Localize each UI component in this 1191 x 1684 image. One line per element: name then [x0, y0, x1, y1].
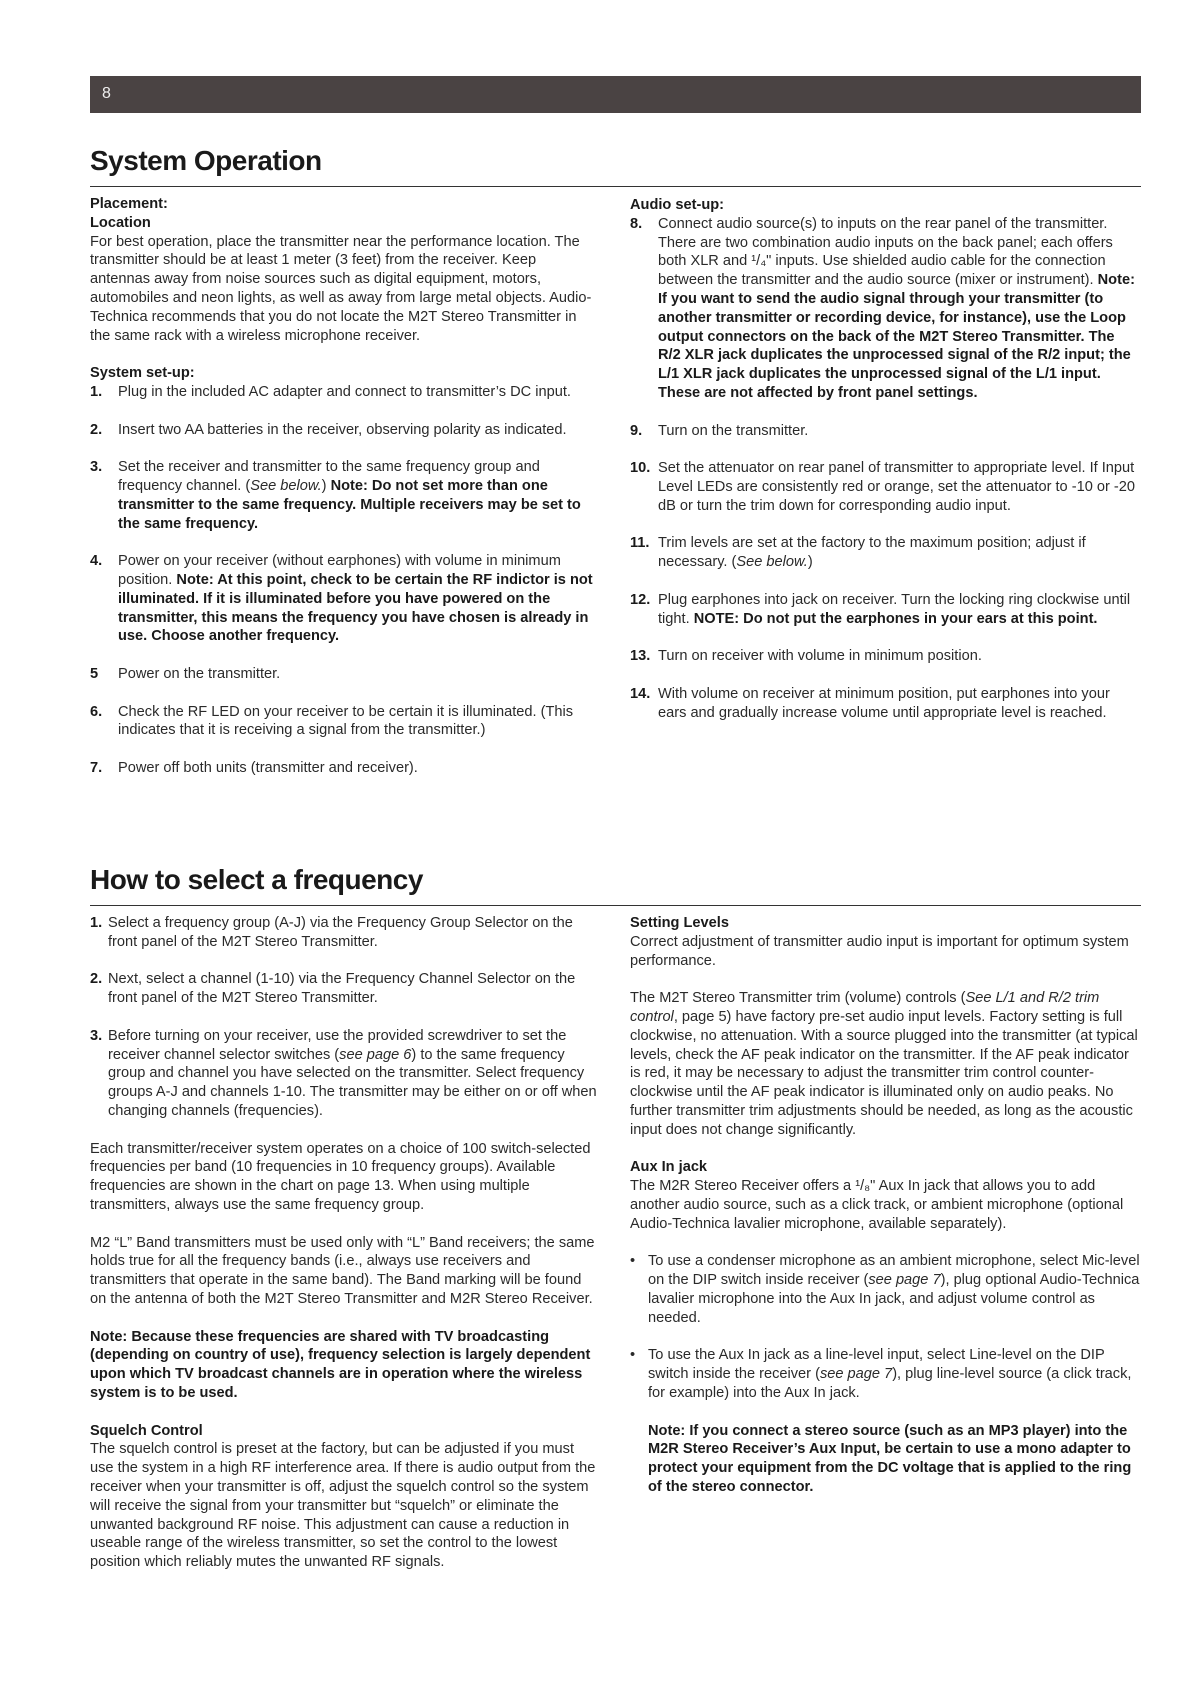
setting-levels-text-1: Correct adjustment of transmitter audio input is important for optimum system performance.: [630, 933, 1129, 969]
select-frequency-title: How to select a frequency: [90, 864, 423, 895]
system-operation-left-column: [90, 195, 598, 778]
audio-step-11: [630, 534, 1141, 572]
step-text: Set the receiver and transmitter to the same frequency group and frequency channel. (See below.) Note: Do not set more than one transmitter to the same frequency. Multiple receivers may be set to the same frequency.: [118, 459, 581, 532]
bullet-icon: •: [630, 1347, 636, 1364]
step-number: 7.: [90, 759, 103, 776]
step-number: 9.: [630, 422, 643, 439]
step-text: Before turning on your receiver, use the provided screwdriver to set the receiver channel selector switches (see page 6) to the same frequency group and channel you have selected on the transmitter. Select frequency groups A-J and channels 1-10. The transmitter may be either on or off when changing channels (frequencies).: [108, 1027, 597, 1119]
step-text: Check the RF LED on your receiver to be certain it is illuminated. (This indicates that it is receiving a signal from the transmitter.): [118, 703, 574, 739]
step-text: Set the attenuator on rear panel of transmitter to appropriate level. If Input Level LEDs are consistently red or orange, set the attenuator to -10 or -20 dB or turn the trim down for corresponding audio input.: [658, 460, 1135, 514]
audio-step-9: [630, 422, 1141, 441]
audio-step-12: [630, 591, 1141, 629]
step-number: 11.: [630, 535, 650, 552]
step-text: Next, select a channel (1-10) via the Frequency Channel Selector on the front panel of the M2T Stereo Transmitter.: [108, 971, 576, 1007]
frequency-step-3: [90, 1027, 598, 1121]
bullet-text: To use a condenser microphone as an ambient microphone, select Mic-level on the DIP switch inside receiver (see page 7), plug optional Audio-Technica lavalier microphone into the Aux In jack, and adjust volume control as needed.: [648, 1253, 1140, 1326]
audio-step-13: [630, 647, 1141, 666]
step-text: Plug in the included AC adapter and connect to transmitter’s DC input.: [118, 383, 571, 400]
audio-step-8: [630, 215, 1141, 403]
step-text: Power off both units (transmitter and receiver).: [118, 759, 418, 776]
step-text: Trim levels are set at the factory to the maximum position; adjust if necessary. (See below.): [658, 535, 1086, 571]
aux-in-text: The M2R Stereo Receiver offers a ¹/₈" Aux In jack that allows you to add another audio source, such as a click track, or ambient microphone (optional Audio-Technica lavalier microphone, available separately).: [630, 1178, 1124, 1232]
step-number: 2.: [90, 421, 103, 438]
aux-stereo-note: Note: If you connect a stereo source (such as an MP3 player) into the M2R Stereo Receiver’s Aux Input, be certain to use a mono adapter to protect your equipment from the DC voltage that is applied to the ring of the stereo connector.: [648, 1422, 1132, 1495]
bullet-icon: •: [630, 1253, 636, 1270]
audio-setup-heading: Audio set-up:: [630, 197, 725, 213]
frequency-paragraph-1: Each transmitter/receiver system operates on a choice of 100 switch-selected frequencies per band (10 frequencies in 10 frequency groups). Available frequencies are shown in the chart on page 13. When using multiple transmitters, always use the same frequency group.: [90, 1140, 591, 1213]
setup-step-6: [90, 703, 598, 741]
step-number: 1.: [90, 383, 103, 400]
page-number: 8: [102, 85, 111, 102]
setting-levels-heading: Setting Levels: [630, 915, 729, 931]
step-number: 13.: [630, 648, 651, 665]
audio-step-10: [630, 459, 1141, 515]
step-number: 3.: [90, 1027, 103, 1044]
select-frequency-left-column: [90, 914, 598, 1572]
header-bar: [90, 76, 1141, 113]
location-subheading: Location: [90, 214, 151, 231]
title-rule: [90, 186, 1141, 187]
audio-step-14: [630, 685, 1141, 723]
select-frequency-right-column: [630, 914, 1141, 1497]
step-text: Plug earphones into jack on receiver. Turn the locking ring clockwise until tight. NOTE: Do not put the earphones in your ears at this point.: [658, 591, 1131, 627]
tv-broadcast-note: Note: Because these frequencies are shared with TV broadcasting (depending on country of use), frequency selection is largely dependent upon which TV broadcast channels are in operation where the wireless system is to be used.: [90, 1328, 591, 1401]
setup-step-5: [90, 665, 598, 684]
setup-step-4: [90, 552, 598, 646]
setup-step-1: [90, 383, 598, 402]
step-text: Turn on receiver with volume in minimum position.: [658, 648, 982, 665]
frequency-step-2: [90, 970, 598, 1008]
title-rule: [90, 905, 1141, 906]
placement-text: For best operation, place the transmitter near the performance location. The transmitter should be at least 1 meter (3 feet) from the receiver. Keep antennas away from noise sources such as digital equipment, motors, automobiles and neon lights, as well as away from large metal objects. Audio-Technica recommends that you do not locate the M2T Stereo Transmitter in the same rack with a wireless microphone receiver.: [90, 233, 592, 344]
step-text: Power on the transmitter.: [118, 665, 281, 682]
system-operation-title: System Operation: [90, 145, 322, 176]
step-number: 5: [90, 665, 99, 682]
system-operation-right-column: [630, 196, 1141, 722]
step-text: Power on your receiver (without earphones) with volume in minimum position. Note: At this point, check to be certain the RF indictor is not illuminated. If it is illuminated before you have powered on the transmitter, this means the frequency you have chosen is already in use. Choose another frequency.: [118, 553, 593, 645]
frequency-step-1: [90, 914, 598, 952]
squelch-text: The squelch control is preset at the factory, but can be adjusted if you must use the system in a high RF interference area. If there is audio output from the receiver when your transmitter is off, adjust the squelch control so the system will receive the signal from your transmitter but “squelch” or eliminate the unwanted background RF noise. This adjustment can cause a reduction in useable range of the wireless transmitter, so set the control to the lowest position which reliably mutes the unwanted RF signals.: [90, 1441, 596, 1571]
step-text: Turn on the transmitter.: [658, 422, 809, 439]
setting-levels-text-2: The M2T Stereo Transmitter trim (volume) controls (See L/1 and R/2 trim control, page 5) have factory pre-set audio input levels. Factory setting is full clockwise, no attenuation. With a source plugged into the transmitter (at typical levels, check the AF peak indicator on the transmitter. If the AF peak indicator is red, it may be necessary to adjust the transmitter trim control counter-clockwise until the AF peak indicator is illuminated only on audio peaks. No further transmitter trim adjustments should be needed, as long as the acoustic input does not change significantly.: [630, 990, 1138, 1138]
aux-bullet-1: [630, 1252, 1141, 1327]
step-number: 2.: [90, 971, 103, 988]
step-text: With volume on receiver at minimum position, put earphones into your ears and gradually increase volume until appropriate level is reached.: [658, 685, 1110, 721]
step-number: 10.: [630, 460, 651, 477]
step-text: Connect audio source(s) to inputs on the rear panel of the transmitter. There are two combination audio inputs on the back panel; each offers both XLR and ¹/₄" inputs. Use shielded audio cable for the connection between the transmitter and the audio source (mixer or instrument). Note: If you want to send the audio signal through your transmitter (to another transmitter or recording device, for instance), use the Loop output connectors on the back of the M2T Stereo Transmitter. The R/2 XLR jack duplicates the unprocessed signal of the R/2 input; the L/1 XLR jack duplicates the unprocessed signal of the L/1 input. These are not affected by front panel settings.: [658, 215, 1135, 401]
step-text: Insert two AA batteries in the receiver, observing polarity as indicated.: [118, 421, 567, 438]
step-number: 14.: [630, 685, 651, 702]
aux-in-heading: Aux In jack: [630, 1159, 708, 1176]
aux-bullet-2: [630, 1346, 1141, 1402]
bullet-text: To use the Aux In jack as a line-level input, select Line-level on the DIP switch inside the receiver (see page 7), plug line-level source (a click track, for example) into the Aux In jack.: [648, 1347, 1132, 1401]
step-text: Select a frequency group (A-J) via the Frequency Group Selector on the front panel of the M2T Stereo Transmitter.: [108, 915, 573, 950]
setup-step-2: [90, 421, 598, 440]
step-number: 3.: [90, 459, 103, 476]
step-number: 8.: [630, 215, 643, 232]
frequency-paragraph-2: M2 “L” Band transmitters must be used only with “L” Band receivers; the same holds true for all the frequency bands (i.e., always use receivers and transmitters that operate in the same band). The Band marking will be found on the antenna of both the M2T Stereo Transmitter and M2R Stereo Receiver.: [90, 1234, 595, 1307]
system-setup-heading: System set-up:: [90, 365, 195, 382]
step-number: 1.: [90, 915, 103, 931]
squelch-heading: Squelch Control: [90, 1422, 203, 1439]
placement-heading: Placement:: [90, 196, 168, 212]
step-number: 6.: [90, 703, 103, 720]
step-number: 12.: [630, 591, 651, 608]
step-number: 4.: [90, 553, 103, 570]
setup-step-3: [90, 458, 598, 533]
setup-step-7: [90, 759, 598, 778]
